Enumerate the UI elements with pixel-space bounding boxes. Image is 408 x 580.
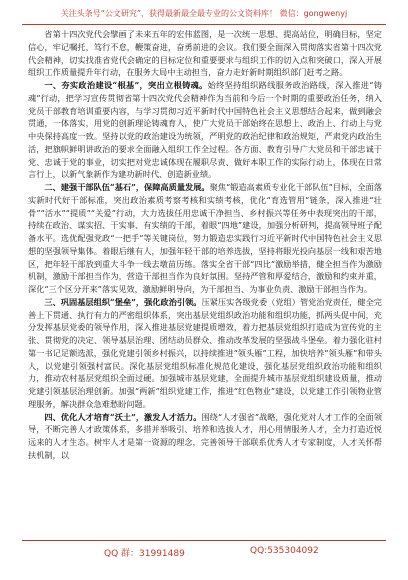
section-3-body: 压紧压实各级党委（党组）管党治党责任，健全完善上下贯通、执行有力的严密组织体系，突出基层党组织政治功能和组织功能，抓两头促中间，充分发挥基层党委的领导作用，深入推进基层党建提质增效，着力把基层党组织打造成为宣传党的主张、贯彻党的决定、领导基层治理、团结动员群众、推动改革发展的坚强战斗堡垒。着力强化驻村第一书记足额选派，强化党建引领乡村振兴，以持续推进“领头雁”工程，加快培养“领头雁”和带头人，以党建引领强村富民。深化基层党组织标准化规范化建设，强化基层党组织政治功能和组织力，推动农村基层党组织全面过硬。加强城市基层党建，全面提升城市基层党组织建设质量，推动党建引领基层治理创新。加强“两新”组织党建工作，推进“红色物业”建设，以党建工作引领物业管理服务，解决群众急难愁盼问题。 — [28, 296, 382, 409]
header-divider — [22, 24, 386, 25]
section-3-heading: 三、巩固基层组织“堡垒”，强化政治引领。 — [44, 296, 202, 307]
intro-paragraph: 省第十四次党代会擘画了未来五年的宏伟蓝图，是一次统一思想、提高站位，明确目标，坚定信心，牢记嘱托，笃行不怠，鞭策奋进，奋勇前进的会议。我们要全面深入贯彻落实省第十四次党代会精神，切实找准省党代会确定的目标定位和重要要求与组织工作的切入点和突破口，深入开展组织工作质量提升年行动，在服务大局中主动担当，奋力走好新时期组织部门赶考之路。 — [28, 29, 382, 78]
top-banner — [22, 4, 386, 24]
section-1 — [28, 79, 382, 181]
section-2-body: 聚焦“锻造高素质专业化干部队伍”目标，全面落实新时代好干部标准，突出政治素质考察考核和实绩考核，优化“育选管用”链条，深入推进“壮骨”“活水”“提质”“关爱”行动，大力选拔任用忠诚干净担当、乡村振兴等任务中表现突出的干部，持续在政治、谋实招、干实事、有实绩的干部，着眼“四地”建设，加强分析研判，提高领导班子配备水平。选优配强党政“一把手”等关键岗位，努力锻造忠实践行习近平新时代中国特色社会主义思想的坚强领导集体。着眼后继有人，加强年轻干部的培养选拔，坚持将眼光投向基层一线和艰苦地区，把年轻干部放到重大斗争一线去墩苗历练。落实全省干部“四比”激励举措，健全担当作为激励机制，激励干部担当作为，营造干部担当作为良好氛围。坚持严管和厚爱结合，激励和约束并重，深化“三个区分开来”落实见效，激励鲜明导向，为干部担当、为事业负责、激励干部担当作为。 — [28, 182, 382, 294]
section-2-heading: 二、建强干部队伍“基石”，保障高质量发展。 — [44, 182, 210, 192]
footer-divider — [22, 540, 386, 541]
section-4-body: 围绕“人才强省”战略，强化党对人才工作的全面领导，不断完善人才政策体系，多措并举吸引、培养和选拔人才，用心用情服务人才，全力打造近悦远来的人才生态。树牢人才是第一资源的理念，完善领导干部联系优秀人才专家制度，人才关怀帮扶机制，以 — [28, 411, 382, 460]
section-4-heading: 四、优化人才培育“沃土”，激发人才活力。 — [44, 411, 202, 422]
qq-number-text: QQ:535304092 — [250, 546, 319, 556]
banner-text: 关注头条号“公文研究”，获得最新最全最专业的公文资料库！ 微信：gongwenyj — [60, 9, 348, 18]
section-2 — [28, 181, 382, 296]
section-4 — [28, 411, 382, 462]
document-body — [28, 28, 382, 538]
section-3 — [28, 296, 382, 411]
qq-group-text: QQ 群：31991489 — [104, 549, 185, 559]
footer — [22, 544, 386, 564]
section-1-heading: 一、夯实政治建设“根基”，突出立根铸魂。 — [44, 80, 208, 90]
section-1-body: 始终坚持组织路线服务政治路线，深入推进“铸魂”行动，把学习宣传贯彻省第十四次党代会精神作为当前和今后一个时期的重要政治任务，纳入党员干部教育培训重要内容，与学习贯彻习近平新时代中国特色社会主义思想结合起来，做到融会贯通，一体落实，用党的创新理论铸魂育人，使广大党员干部始终在思想上、政治上、行动上与党中央保持高度一致。坚持以党的政治建设为统领，严明党的政治纪律和政治规矩，严肃党内政治生活，把旗帜鲜明讲政治的要求全面融入组织工作全过程。各方面、教育引导广大党员和干部忠诚于党、忠诚于党的事业，切实把对党忠诚体现在履职尽责、做好本职工作的实际行动上，体现在日常言行上，以新气象新作为建功新时代、创造新业绩。 — [28, 80, 382, 180]
